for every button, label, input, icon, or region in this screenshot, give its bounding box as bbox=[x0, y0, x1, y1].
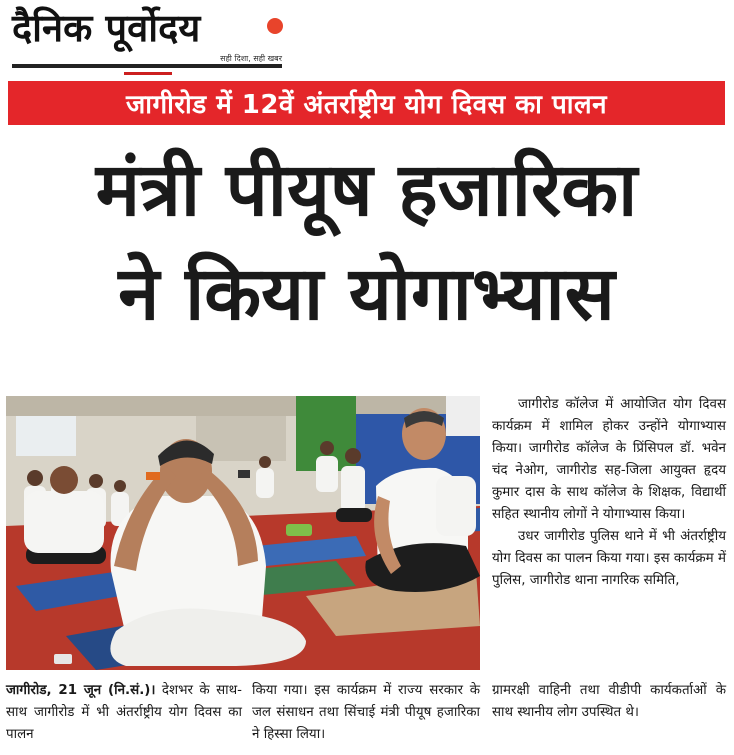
kicker-banner: जागीरोड में 12वें अंतर्राष्ट्रीय योग दिवस का पालन bbox=[8, 81, 725, 125]
article-photo bbox=[6, 396, 480, 670]
masthead-logo-dot-icon bbox=[267, 18, 283, 34]
masthead-title: दैनिक पूर्वोदय bbox=[12, 6, 201, 50]
article-dateline: जागीरोड, 21 जून (नि.सं.)। bbox=[6, 683, 156, 698]
article-right-column bbox=[492, 394, 726, 592]
headline-line-2: ने किया योगाभ्यास bbox=[118, 251, 615, 337]
article-lead-text: देशभर के साथ-साथ जागीरोड में भी अंतर्राष्ट्रीय योग दिवस का पालन bbox=[6, 683, 242, 742]
masthead-rule bbox=[12, 64, 282, 68]
article-bottom-left bbox=[6, 680, 242, 746]
article-paragraph-2: उधर जागीरोड पुलिस थाने में भी अंतर्राष्ट्रीय योग दिवस का पालन किया गया। इस कार्यक्रम में पुलिस, जागीरोड थाना नागरिक समिति, bbox=[492, 529, 726, 588]
headline bbox=[8, 138, 725, 346]
article-bottom-middle: किया गया। इस कार्यक्रम में राज्य सरकार के जल संसाधन तथा सिंचाई मंत्री पीयूष हजारिका ने हिस्सा लिया। bbox=[252, 683, 480, 742]
article-bottom-right: ग्रामरक्षी वाहिनी तथा वीडीपी कार्यकर्ताओं के साथ स्थानीय लोग उपस्थित थे। bbox=[492, 683, 726, 720]
masthead-red-rule bbox=[124, 72, 172, 75]
article-paragraph-1: जागीरोड कॉलेज में आयोजित योग दिवस कार्यक्रम में शामिल होकर उन्होंने योगाभ्यास किया। जागीरोड कॉलेज के प्रिंसिपल डॉ. भवेन चंद नेओग, जागीरोड सह-जिला आयुक्त हृदय कुमार दास के साथ कॉलेज के शिक्षक, विद्यार्थी सहित स्थानीय लोगों ने योगाभ्यास किया। bbox=[492, 397, 726, 522]
headline-line-1: मंत्री पीयूष हजारिका bbox=[95, 147, 638, 233]
yoga-session-photo bbox=[6, 396, 480, 670]
masthead-tagline: सही दिशा, सही खबर bbox=[220, 54, 282, 63]
masthead bbox=[12, 6, 282, 70]
